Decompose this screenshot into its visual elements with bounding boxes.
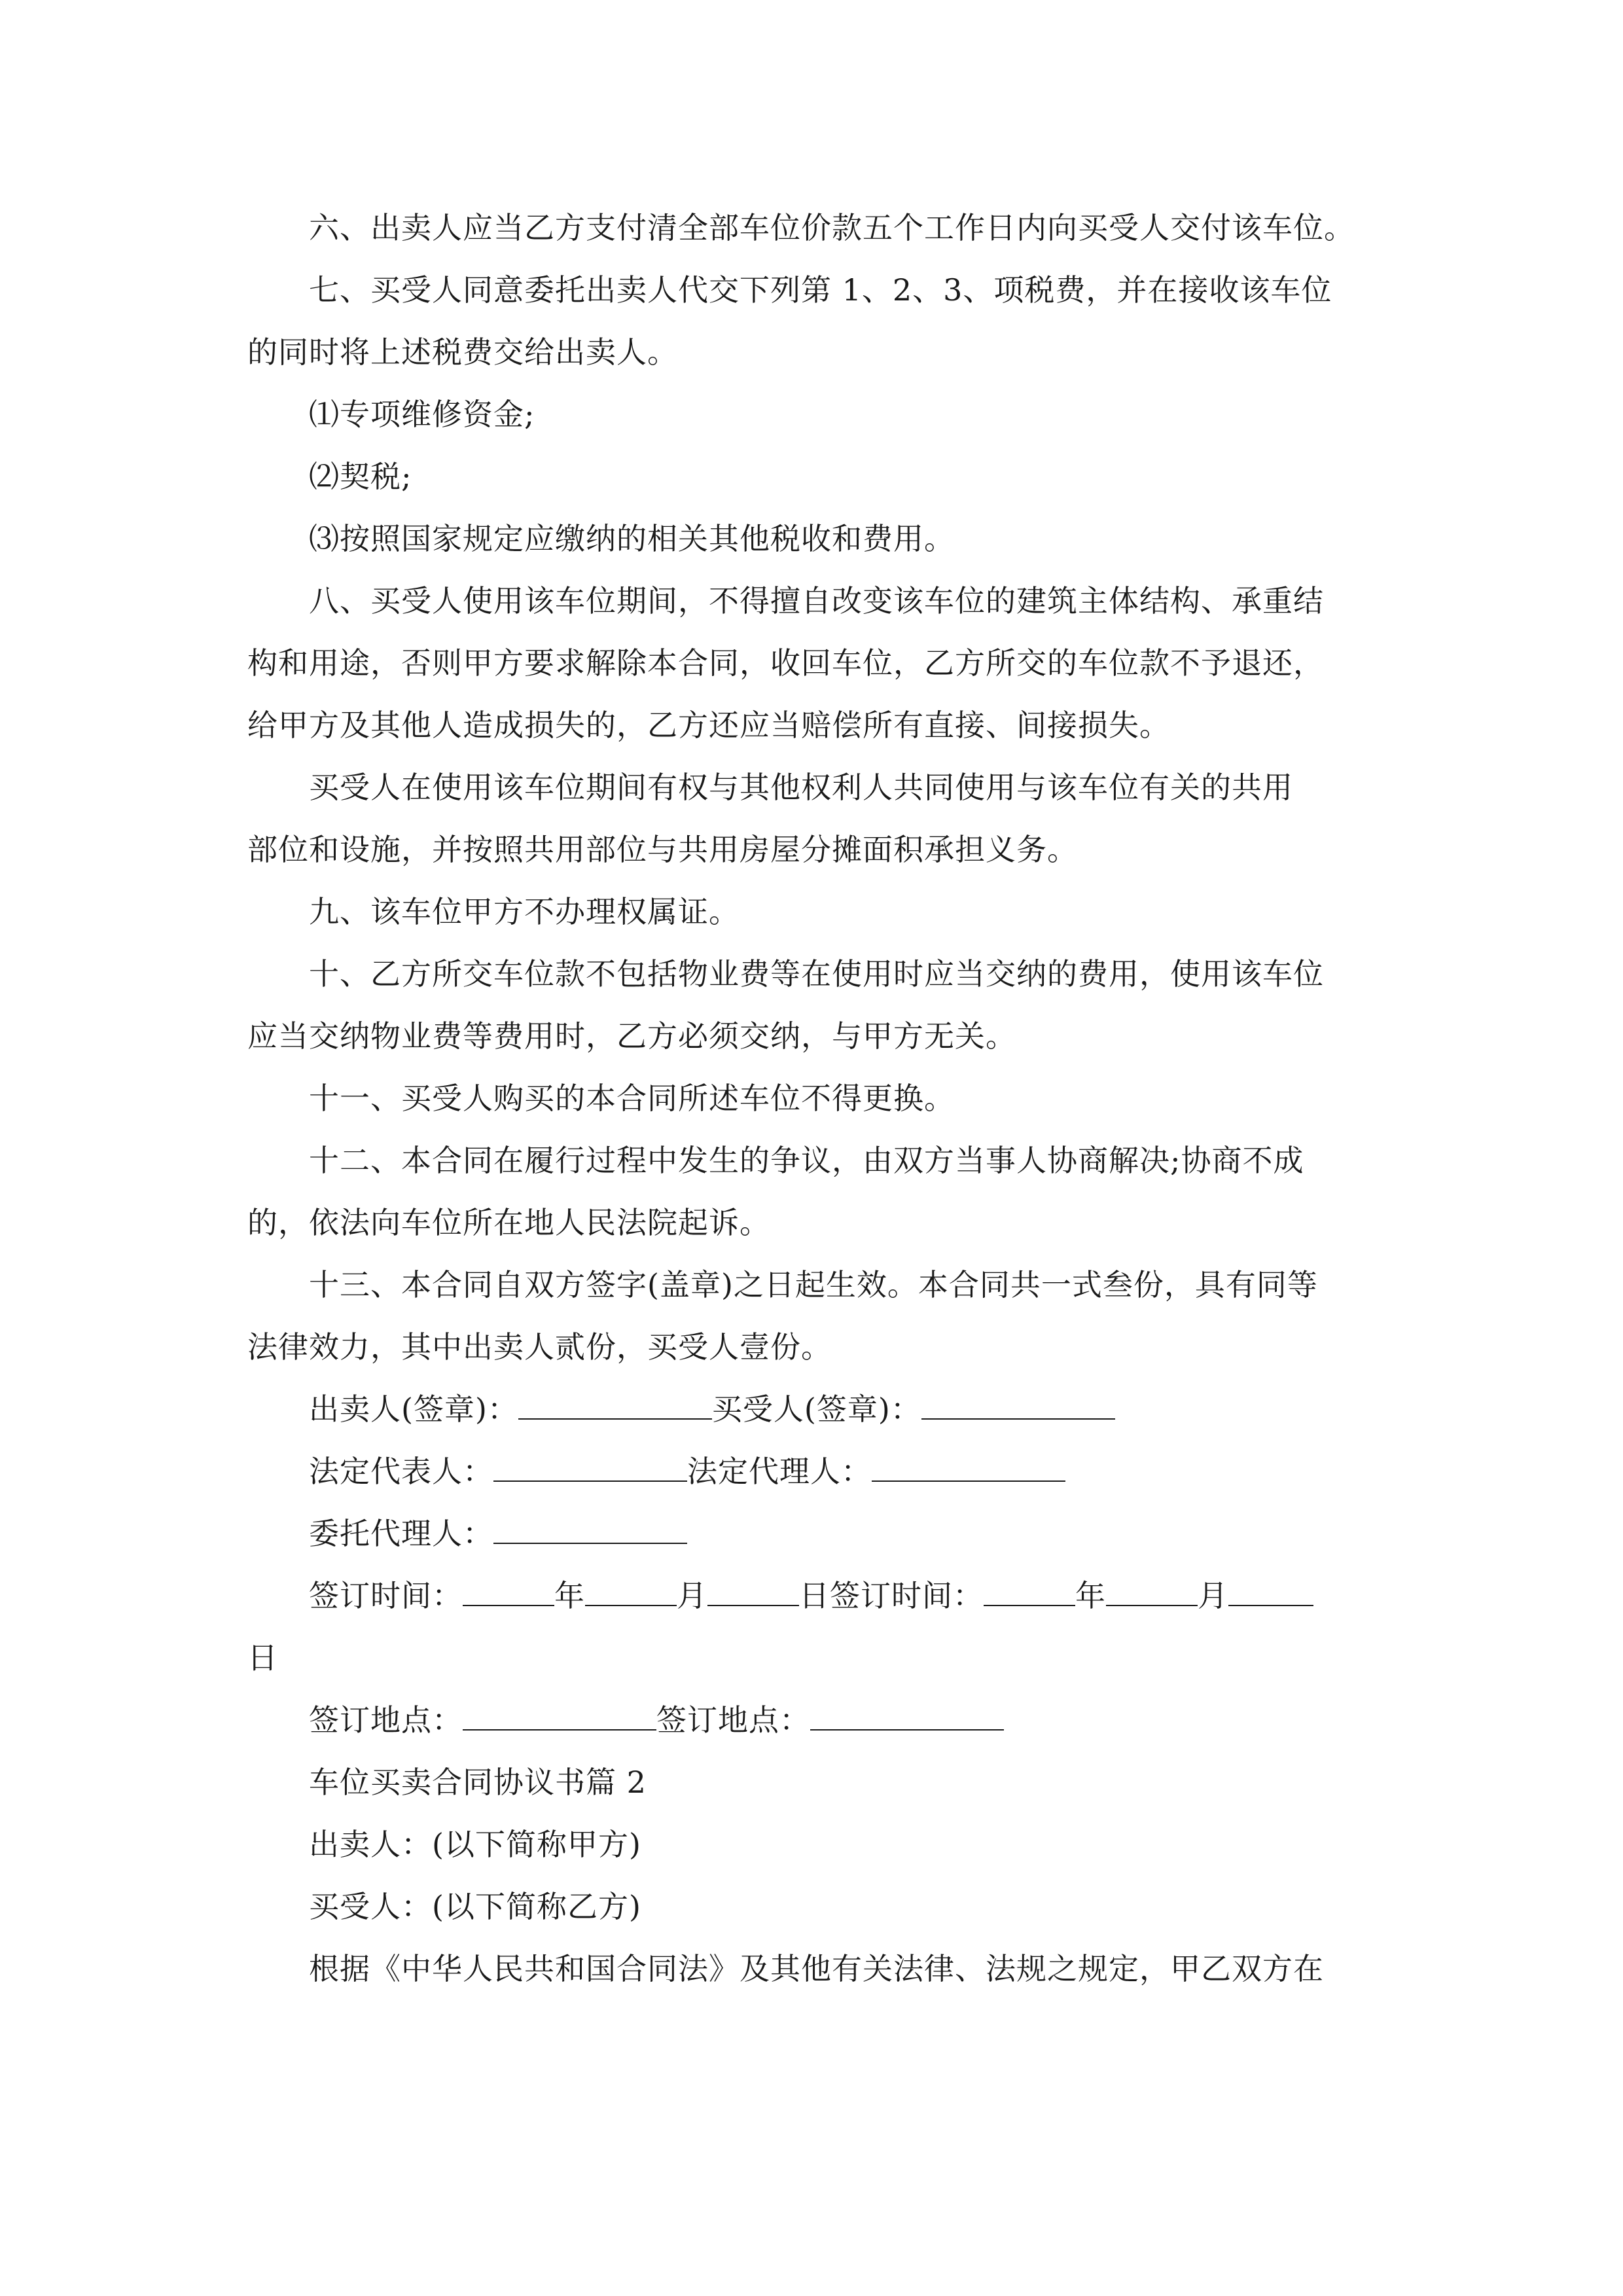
clause-6: 六、出卖人应当乙方支付清全部车位价款五个工作日内向买受人交付该车位。	[309, 210, 1355, 245]
section-2-title: 车位买卖合同协议书篇 2	[309, 1765, 647, 1800]
legal-rep-label: 法定代表人：	[309, 1454, 493, 1489]
day-field-1[interactable]	[707, 1576, 799, 1606]
clause-9: 九、该车位甲方不办理权属证。	[309, 894, 740, 929]
month-field-2[interactable]	[1106, 1576, 1198, 1606]
clause-10-line-2: 应当交纳物业费等费用时，乙方必须交纳，与甲方无关。	[247, 1018, 1016, 1054]
clause-10-line-1: 十、乙方所交车位款不包括物业费等在使用时应当交纳的费用，使用该车位	[309, 956, 1324, 992]
sign-place-label-2: 签订地点：	[656, 1702, 810, 1738]
year-field-1[interactable]	[463, 1576, 554, 1606]
signature-row-seller-buyer	[309, 1390, 1115, 1429]
buyer-signature-label: 买受人(签章)：	[711, 1391, 921, 1427]
sign-place-field-2[interactable]	[810, 1700, 1004, 1731]
clause-8-line-2: 构和用途，否则甲方要求解除本合同，收回车位，乙方所交的车位款不予退还，	[247, 645, 1324, 681]
clause-12-line-1: 十二、本合同在履行过程中发生的争议，由双方当事人协商解决;协商不成	[309, 1143, 1304, 1178]
clause-11: 十一、买受人购买的本合同所述车位不得更换。	[309, 1081, 955, 1116]
signature-row-dates	[309, 1576, 1313, 1615]
tax-item-3: ⑶按照国家规定应缴纳的相关其他税收和费用。	[309, 521, 955, 556]
month-field-1[interactable]	[585, 1576, 677, 1606]
seller-signature-field[interactable]	[518, 1390, 712, 1420]
clause-12-line-2: 的，依法向车位所在地人民法院起诉。	[247, 1205, 770, 1240]
sign-place-label-1: 签订地点：	[309, 1702, 463, 1738]
legal-agent-field[interactable]	[872, 1452, 1065, 1482]
shared-use-line-1: 买受人在使用该车位期间有权与其他权利人共同使用与该车位有关的共用	[309, 770, 1293, 805]
year-field-2[interactable]	[984, 1576, 1075, 1606]
month-label-2: 月	[1198, 1578, 1228, 1613]
section-2-buyer: 买受人：(以下简称乙方)	[309, 1889, 641, 1924]
clause-8-line-3: 给甲方及其他人造成损失的，乙方还应当赔偿所有直接、间接损失。	[247, 708, 1170, 743]
seller-signature-label: 出卖人(签章)：	[309, 1391, 518, 1427]
day-field-2[interactable]	[1228, 1576, 1313, 1606]
legal-agent-label: 法定代理人：	[687, 1454, 872, 1489]
year-label-1: 年	[554, 1578, 585, 1613]
legal-rep-field[interactable]	[493, 1452, 687, 1482]
tax-item-2: ⑵契税;	[309, 459, 412, 494]
clause-7-line-1: 七、买受人同意委托出卖人代交下列第 1、2、3、项税费，并在接收该车位	[309, 272, 1332, 308]
signature-row-representatives	[309, 1452, 1065, 1491]
clause-8-line-1: 八、买受人使用该车位期间，不得擅自改变该车位的建筑主体结构、承重结	[309, 583, 1324, 619]
entrusted-agent-label: 委托代理人：	[309, 1516, 493, 1551]
month-label-1: 月	[677, 1578, 707, 1613]
day-label-wrap: 日	[247, 1640, 278, 1676]
year-label-2: 年	[1075, 1578, 1106, 1613]
day-sign-time-label: 日签订时间：	[799, 1578, 984, 1613]
clause-13-line-1: 十三、本合同自双方签字(盖章)之日起生效。本合同共一式叁份，具有同等	[309, 1267, 1318, 1302]
signature-row-entrusted-agent	[309, 1514, 687, 1553]
entrusted-agent-field[interactable]	[493, 1514, 687, 1544]
clause-7-line-2: 的同时将上述税费交给出卖人。	[247, 334, 678, 370]
section-2-intro: 根据《中华人民共和国合同法》及其他有关法律、法规之规定，甲乙双方在	[309, 1951, 1324, 1986]
section-2-seller: 出卖人：(以下简称甲方)	[309, 1827, 641, 1862]
shared-use-line-2: 部位和设施，并按照共用部位与共用房屋分摊面积承担义务。	[247, 832, 1078, 867]
tax-item-1: ⑴专项维修资金;	[309, 397, 535, 432]
sign-time-label: 签订时间：	[309, 1578, 463, 1613]
sign-place-field-1[interactable]	[463, 1700, 656, 1731]
buyer-signature-field[interactable]	[921, 1390, 1115, 1420]
clause-13-line-2: 法律效力，其中出卖人贰份，买受人壹份。	[247, 1329, 832, 1365]
signature-row-places	[309, 1700, 1004, 1740]
